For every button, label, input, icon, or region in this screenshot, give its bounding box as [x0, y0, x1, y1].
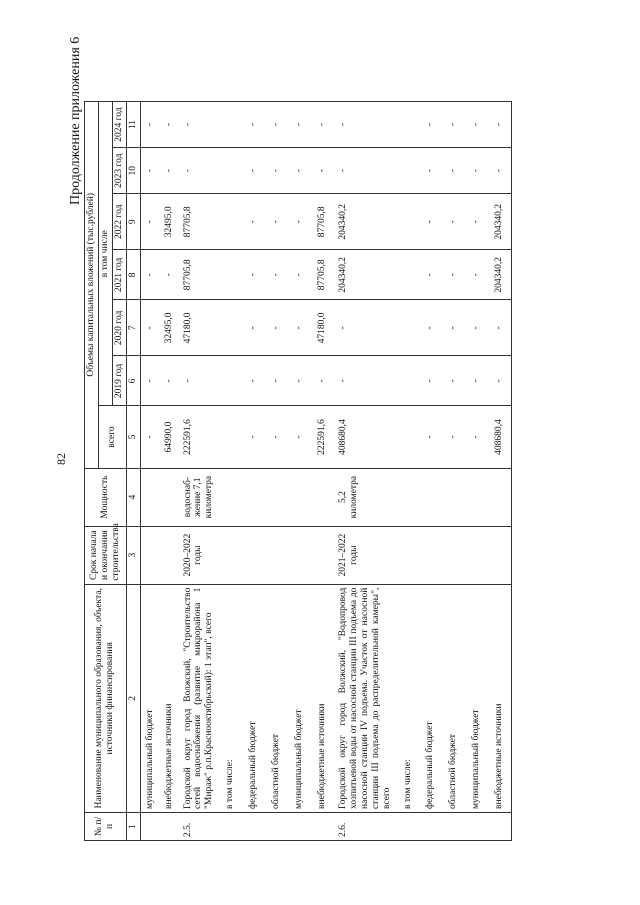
row-2020: -	[288, 300, 311, 356]
row-total	[397, 406, 420, 468]
row-2021: -	[465, 250, 488, 300]
capital-investment-table	[84, 101, 512, 841]
row-no	[160, 812, 179, 840]
column-number: 5	[126, 406, 140, 468]
row-2021: -	[288, 250, 311, 300]
table-row	[397, 102, 420, 841]
row-2023: -	[419, 148, 442, 194]
row-2022: 87705,8	[179, 194, 220, 250]
row-capacity: 5,2 километра	[334, 468, 397, 526]
row-term	[140, 526, 159, 584]
row-no	[311, 812, 334, 840]
row-term	[397, 526, 420, 584]
row-2024	[219, 102, 242, 148]
row-2023: -	[179, 148, 220, 194]
table-row	[465, 102, 488, 841]
row-2022: 204340,2	[488, 194, 511, 250]
row-no	[419, 812, 442, 840]
row-name: федеральный бюджет	[242, 584, 265, 812]
row-total: -	[242, 406, 265, 468]
row-2019: -	[465, 356, 488, 406]
row-no	[465, 812, 488, 840]
row-name: внебюджетные источники	[160, 584, 179, 812]
header-volumes: Объемы капитальных вложений (тыс.рублей)	[85, 102, 99, 469]
column-number: 6	[126, 356, 140, 406]
row-2022	[397, 194, 420, 250]
row-capacity	[265, 468, 288, 526]
row-2020	[397, 300, 420, 356]
table-row	[242, 102, 265, 841]
row-2023: -	[311, 148, 334, 194]
header-year: 2023 год	[112, 148, 126, 194]
row-name: Городской округ город Волжский, "Строительство сетей водоснабжения (развитие микрорайона 1 "Мираж" р.п.Краснооктябрьский): 1 этап", всего	[179, 584, 220, 812]
header-capacity: Мощность	[85, 468, 127, 526]
continuation-label: Продолжение приложения 6	[68, 36, 83, 205]
column-number-row	[126, 102, 140, 841]
row-total: -	[288, 406, 311, 468]
header-year: 2019 год	[112, 356, 126, 406]
header-year: 2021 год	[112, 250, 126, 300]
row-name: областной бюджет	[265, 584, 288, 812]
row-2021: 204340,2	[488, 250, 511, 300]
row-2020: 47180,0	[311, 300, 334, 356]
row-total: -	[265, 406, 288, 468]
row-2019: -	[179, 356, 220, 406]
row-no	[219, 812, 242, 840]
row-2019: -	[442, 356, 465, 406]
row-2021: 204340,2	[334, 250, 397, 300]
row-2019: -	[488, 356, 511, 406]
row-total: -	[442, 406, 465, 468]
row-2022: -	[442, 194, 465, 250]
row-total: -	[465, 406, 488, 468]
header-total: всего	[98, 406, 126, 468]
table-row	[334, 102, 397, 841]
column-number: 2	[126, 584, 140, 812]
table-row	[160, 102, 179, 841]
row-2019: -	[288, 356, 311, 406]
row-2023	[219, 148, 242, 194]
row-2021	[219, 250, 242, 300]
row-2023: -	[140, 148, 159, 194]
row-no	[140, 812, 159, 840]
row-2023: -	[288, 148, 311, 194]
row-2022: 204340,2	[334, 194, 397, 250]
row-2019: -	[140, 356, 159, 406]
row-capacity	[311, 468, 334, 526]
row-2019	[397, 356, 420, 406]
row-2020: -	[334, 300, 397, 356]
page-number: 82	[54, 453, 68, 465]
row-no: 2.6.	[334, 812, 397, 840]
row-name: муниципальный бюджет	[465, 584, 488, 812]
column-number: 3	[126, 526, 140, 584]
column-number: 1	[126, 812, 140, 840]
row-no	[442, 812, 465, 840]
row-2020: -	[242, 300, 265, 356]
row-total	[219, 406, 242, 468]
row-2024: -	[465, 102, 488, 148]
row-capacity	[442, 468, 465, 526]
table-row	[179, 102, 220, 841]
row-2019: -	[160, 356, 179, 406]
row-2021: -	[442, 250, 465, 300]
row-name: муниципальный бюджет	[288, 584, 311, 812]
row-name: в том числе:	[397, 584, 420, 812]
row-no	[488, 812, 511, 840]
row-2019: -	[265, 356, 288, 406]
row-2019: -	[334, 356, 397, 406]
row-2024: -	[311, 102, 334, 148]
row-name: федеральный бюджет	[419, 584, 442, 812]
table-row	[288, 102, 311, 841]
row-2024: -	[140, 102, 159, 148]
row-capacity	[465, 468, 488, 526]
column-number: 8	[126, 250, 140, 300]
row-term	[488, 526, 511, 584]
table-row	[442, 102, 465, 841]
row-2023: -	[265, 148, 288, 194]
row-2023: -	[488, 148, 511, 194]
row-term	[419, 526, 442, 584]
row-2024: -	[288, 102, 311, 148]
row-2023: -	[465, 148, 488, 194]
row-term: 2020–2022 годы	[179, 526, 220, 584]
row-2023: -	[442, 148, 465, 194]
row-total: 408680,4	[334, 406, 397, 468]
row-2020: -	[442, 300, 465, 356]
row-name: внебюджетные источники	[311, 584, 334, 812]
row-capacity	[488, 468, 511, 526]
column-number: 10	[126, 148, 140, 194]
row-2022: -	[288, 194, 311, 250]
row-2024	[397, 102, 420, 148]
row-2022: -	[265, 194, 288, 250]
header-year: 2020 год	[112, 300, 126, 356]
header-no: № п/п	[85, 812, 127, 840]
row-no	[265, 812, 288, 840]
row-capacity	[160, 468, 179, 526]
row-2020: 32495,0	[160, 300, 179, 356]
row-2020: -	[488, 300, 511, 356]
row-2022: 32495,0	[160, 194, 179, 250]
column-number: 4	[126, 468, 140, 526]
row-2022: -	[242, 194, 265, 250]
row-term	[265, 526, 288, 584]
row-no: 2.5.	[179, 812, 220, 840]
row-2020: -	[419, 300, 442, 356]
header-term: Срок начала и окончания строительства	[85, 526, 127, 584]
row-term	[442, 526, 465, 584]
table-row	[140, 102, 159, 841]
row-term	[160, 526, 179, 584]
row-2020: -	[465, 300, 488, 356]
row-total: -	[140, 406, 159, 468]
row-total: 64990,0	[160, 406, 179, 468]
row-term	[288, 526, 311, 584]
row-term	[465, 526, 488, 584]
row-2023: -	[242, 148, 265, 194]
row-2023: -	[334, 148, 397, 194]
row-name: внебюджетные источники	[488, 584, 511, 812]
row-name: в том числе:	[219, 584, 242, 812]
header-incl: в том числе	[98, 102, 112, 406]
row-total: 222591,6	[179, 406, 220, 468]
row-2022: -	[465, 194, 488, 250]
row-name: областной бюджет	[442, 584, 465, 812]
row-capacity	[219, 468, 242, 526]
row-2020: 47180,0	[179, 300, 220, 356]
row-total: -	[419, 406, 442, 468]
row-name: муниципальный бюджет	[140, 584, 159, 812]
table-row	[311, 102, 334, 841]
table-row	[265, 102, 288, 841]
row-no	[397, 812, 420, 840]
row-2022: -	[140, 194, 159, 250]
table-row	[419, 102, 442, 841]
row-2019: -	[311, 356, 334, 406]
column-number: 11	[126, 102, 140, 148]
row-2019: -	[242, 356, 265, 406]
row-capacity	[242, 468, 265, 526]
row-2023	[397, 148, 420, 194]
row-2022: -	[419, 194, 442, 250]
row-name: Городской округ город Волжский, "Водопровод хозпитьевой воды от насосной станции III подъема до насосной станции IV подъема. Участок от насосной станции III подъема до распределительной камеры", всего	[334, 584, 397, 812]
row-term	[242, 526, 265, 584]
row-2023: -	[160, 148, 179, 194]
header-year: 2024 год	[112, 102, 126, 148]
column-number: 7	[126, 300, 140, 356]
row-term	[219, 526, 242, 584]
row-total: 408680,4	[488, 406, 511, 468]
row-2021: 87705,8	[311, 250, 334, 300]
row-2024: -	[242, 102, 265, 148]
row-no	[288, 812, 311, 840]
row-2024: -	[334, 102, 397, 148]
row-2024: -	[160, 102, 179, 148]
row-2020: -	[265, 300, 288, 356]
table-row	[488, 102, 511, 841]
table-row	[219, 102, 242, 841]
row-total: 222591,6	[311, 406, 334, 468]
row-2019: -	[419, 356, 442, 406]
row-2020: -	[140, 300, 159, 356]
row-capacity	[397, 468, 420, 526]
row-2021: -	[160, 250, 179, 300]
row-2021	[397, 250, 420, 300]
row-term: 2021–2022 годы	[334, 526, 397, 584]
column-number: 9	[126, 194, 140, 250]
row-2020	[219, 300, 242, 356]
row-2021: -	[419, 250, 442, 300]
row-capacity	[140, 468, 159, 526]
row-capacity: водоснаб-жение 7,1 километра	[179, 468, 220, 526]
row-2019	[219, 356, 242, 406]
row-2021: -	[242, 250, 265, 300]
row-term	[311, 526, 334, 584]
header-name: Наименование муниципального образования, объекта, источники финансирования	[85, 584, 127, 812]
row-2021: -	[140, 250, 159, 300]
header-year: 2022 год	[112, 194, 126, 250]
row-2024: -	[442, 102, 465, 148]
row-capacity	[288, 468, 311, 526]
row-2021: -	[265, 250, 288, 300]
row-2024: -	[265, 102, 288, 148]
row-2024: -	[488, 102, 511, 148]
row-2022	[219, 194, 242, 250]
row-2022: 87705,8	[311, 194, 334, 250]
row-2024: -	[419, 102, 442, 148]
row-2024: -	[179, 102, 220, 148]
row-capacity	[419, 468, 442, 526]
row-2021: 87705,8	[179, 250, 220, 300]
row-no	[242, 812, 265, 840]
